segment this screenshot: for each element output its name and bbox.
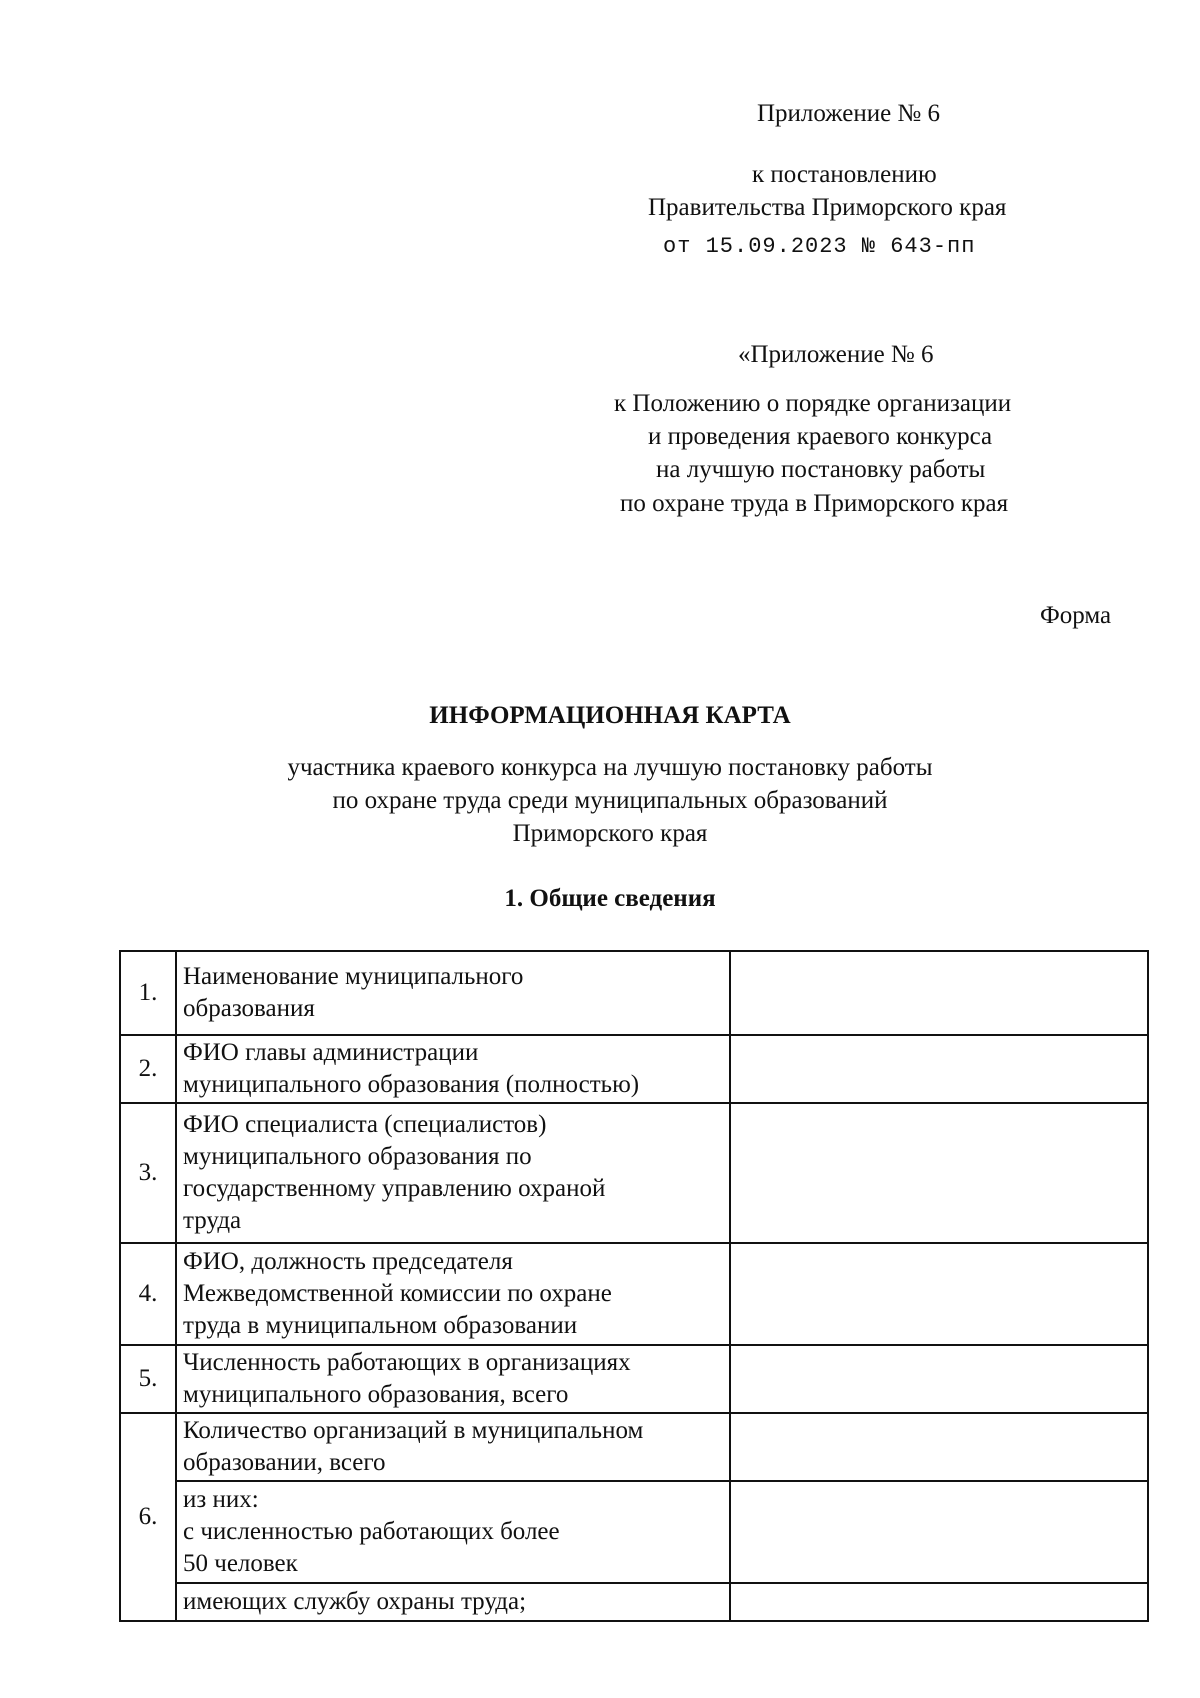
inner-appendix-line: к Положению о порядке организации [614, 390, 1012, 417]
row-number: 2. [120, 1035, 176, 1103]
to-resolution: к постановлению [752, 161, 937, 188]
row-number: 5. [120, 1345, 176, 1413]
label-line: труда [183, 1207, 242, 1234]
row-label [176, 1035, 730, 1103]
label-line: образовании, всего [183, 1449, 386, 1476]
row-number: 1. [120, 951, 176, 1035]
table-row [120, 1345, 1148, 1413]
label-line: с численностью работающих более [183, 1518, 560, 1545]
row-label [176, 1103, 730, 1243]
label-line: Межведомственной комиссии по охране [183, 1280, 612, 1307]
label-line: 50 человек [183, 1550, 298, 1577]
inner-appendix-line: на лучшую постановку работы [656, 456, 986, 483]
value-cell[interactable] [730, 1035, 1148, 1103]
label-line: муниципального образования (полностью) [183, 1071, 640, 1098]
value-cell[interactable] [730, 1345, 1148, 1413]
section-title: 1. Общие сведения [504, 885, 716, 912]
value-cell[interactable] [730, 951, 1148, 1035]
label-line: Наименование муниципального [183, 963, 524, 990]
label-line: муниципального образования, всего [183, 1381, 569, 1408]
inner-appendix-line: и проведения краевого конкурса [648, 423, 993, 450]
value-cell[interactable] [730, 1413, 1148, 1481]
table-row [120, 951, 1148, 1035]
value-cell[interactable] [730, 1583, 1148, 1621]
label-line: Численность работающих в организациях [183, 1349, 631, 1376]
label-line: ФИО главы администрации [183, 1039, 479, 1066]
label-line: образования [183, 995, 315, 1022]
label-line: имеющих службу охраны труда; [183, 1588, 527, 1615]
table-row [120, 1035, 1148, 1103]
row-label [176, 1345, 730, 1413]
value-cell[interactable] [730, 1243, 1148, 1345]
table-row [120, 1103, 1148, 1243]
appendix-title: Приложение № 6 [757, 100, 941, 127]
government-name: Правительства Приморского края [648, 194, 1007, 221]
general-info-table [119, 950, 1149, 1622]
label-line: труда в муниципальном образовании [183, 1312, 578, 1339]
label-line: государственному управлению охраной [183, 1175, 606, 1202]
row-number: 6. [120, 1413, 176, 1621]
resolution-date-number: от 15.09.2023 № 643-пп [663, 234, 976, 259]
value-cell[interactable] [730, 1103, 1148, 1243]
label-line: из них: [183, 1486, 259, 1513]
table-row [120, 1243, 1148, 1345]
row-number: 4. [120, 1243, 176, 1345]
form-label: Форма [1040, 602, 1112, 629]
label-line: муниципального образования по [183, 1143, 532, 1170]
table-row [120, 1583, 1148, 1621]
inner-appendix-title: «Приложение № 6 [738, 341, 934, 368]
row-label [176, 1243, 730, 1345]
row-label [176, 1413, 730, 1481]
main-title: ИНФОРМАЦИОННАЯ КАРТА [429, 702, 791, 729]
label-line: Количество организаций в муниципальном [183, 1417, 644, 1444]
row-label [176, 1583, 730, 1621]
label-line: ФИО, должность председателя [183, 1248, 513, 1275]
inner-appendix-line: по охране труда в Приморского края [620, 490, 1009, 517]
row-label [176, 1481, 730, 1583]
label-line: ФИО специалиста (специалистов) [183, 1111, 547, 1138]
subtitle-line: Приморского края [512, 820, 708, 847]
table-row [120, 1481, 1148, 1583]
row-label [176, 951, 730, 1035]
row-number: 3. [120, 1103, 176, 1243]
table-row [120, 1413, 1148, 1481]
subtitle-line: по охране труда среди муниципальных образований [332, 787, 888, 814]
value-cell[interactable] [730, 1481, 1148, 1583]
subtitle-line: участника краевого конкурса на лучшую постановку работы [287, 754, 933, 781]
